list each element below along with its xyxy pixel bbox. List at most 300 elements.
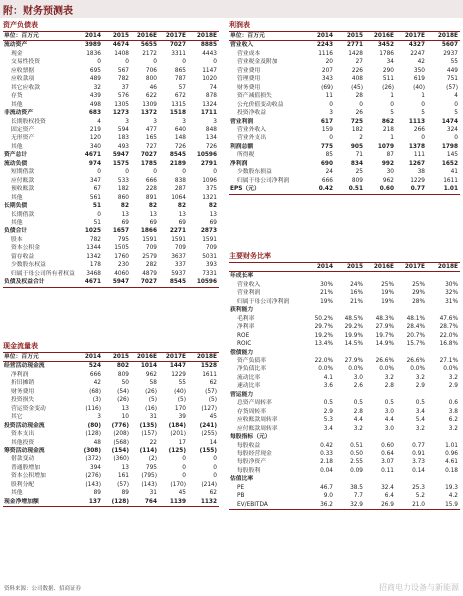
cell-value: 666 (321, 177, 333, 184)
cell-value: (154) (111, 447, 129, 454)
cell-value: 29.7% (314, 324, 333, 331)
cell-value: 8545 (169, 152, 186, 159)
cell-value: (308) (83, 447, 101, 454)
cell-value: 55 (178, 380, 186, 387)
cell-value: 46.7 (320, 484, 333, 491)
cell-value (427, 433, 460, 441)
cell-value: (128) (103, 498, 131, 507)
row-label: 速动比率 (237, 383, 261, 390)
cell-value: 6.4 (384, 493, 394, 500)
cell-value: 1760 (114, 253, 129, 260)
cell-value: 0.33 (320, 450, 333, 457)
cell-value: 449 (446, 67, 458, 74)
row-label: 营业外支出 (237, 135, 266, 142)
cell-value: 27.9% (344, 357, 363, 364)
table-row (3, 405, 219, 413)
row-label: 其他 (11, 219, 23, 226)
cashflow-title: 现金流量表 (3, 342, 38, 350)
cell-value: 2873 (200, 228, 217, 235)
row-label: 应收账款周转率 (237, 417, 278, 424)
row-label: 资本公积增加 (11, 473, 46, 480)
cell-value: 228 (145, 186, 157, 193)
table-row (229, 323, 460, 331)
cell-value: 45 (178, 490, 186, 497)
cell-value: 0.50 (350, 450, 363, 457)
row-label: 存货周转率 (237, 408, 266, 415)
row-label: 每股收益 (237, 442, 261, 449)
cell-value: 2.9 (448, 383, 458, 390)
cell-value: 1785 (140, 160, 157, 167)
table-row (229, 126, 460, 134)
row-label: 营业费用 (237, 67, 261, 74)
row-label: 长期负债 (4, 203, 28, 210)
cell-value: 1079 (377, 143, 394, 150)
balance-sheet-section (3, 20, 219, 320)
cell-value: 905 (350, 143, 363, 150)
cell-value: 230 (117, 262, 129, 269)
cell-value: 834 (350, 160, 363, 167)
cell-value: (143) (85, 481, 101, 488)
cell-value: 0.11 (381, 467, 394, 474)
cell-value: (57) (446, 84, 458, 91)
row-label: 总资产周转率 (237, 400, 272, 407)
cell-value: 726 (205, 143, 217, 150)
cell-value: 0 (421, 101, 425, 108)
cell-value: 0.0% (379, 366, 394, 373)
table-row (229, 349, 460, 357)
table-row (3, 244, 219, 252)
row-label: 净负债比率 (237, 366, 266, 373)
row-label: 股本 (11, 236, 23, 243)
cell-value: 727 (145, 143, 157, 150)
cell-value: 51 (92, 203, 101, 210)
cell-value: 7027 (140, 152, 157, 159)
cell-value: 48.5% (344, 315, 363, 322)
cell-value: 0 (97, 169, 101, 176)
cell-value: 2771 (346, 42, 363, 49)
cell-value: 2791 (200, 160, 217, 167)
cell-value: 51 (93, 219, 101, 226)
year-header: 2018E (427, 32, 460, 41)
cell-value: (57) (205, 388, 217, 395)
cashflow-table (3, 352, 219, 507)
cell-value (335, 475, 365, 483)
row-label: 每股指标（元） (230, 434, 271, 441)
row-label: 营业税金及附加 (237, 59, 278, 66)
cell-value: 26 (355, 110, 363, 117)
table-row (229, 143, 460, 151)
row-label: 少数股东损益 (237, 169, 272, 176)
row-label: 其他 (11, 143, 23, 150)
cell-value: 2.8 (384, 383, 394, 390)
cell-value: 0 (213, 456, 217, 463)
table-row (3, 58, 219, 66)
cell-value: 809 (117, 371, 129, 378)
year-header: 2018E (188, 32, 219, 41)
cell-value: 50 (121, 380, 129, 387)
cell-value: 782 (117, 76, 129, 83)
cell-value: 13 (178, 211, 186, 218)
cell-value: 1447 (169, 363, 186, 370)
row-label: 应付账款 (11, 177, 35, 184)
cell-value: 89 (93, 490, 101, 497)
cell-value: 1116 (318, 50, 333, 57)
cell-value: 29% (412, 290, 425, 297)
cell-value: 26.6% (406, 357, 425, 364)
cell-value: 3 (153, 118, 157, 125)
cell-value: (128) (85, 431, 101, 438)
cell-value: 726 (174, 143, 186, 150)
cell-value: 31 (149, 414, 157, 421)
cell-value: 36.2 (305, 501, 335, 510)
cell-value: 4674 (112, 42, 129, 49)
row-label: 投资损失 (11, 397, 35, 404)
table-row (229, 50, 460, 58)
cell-value: 2937 (443, 50, 458, 57)
year-header: 2017E (396, 32, 427, 41)
row-label: 财务费用 (237, 84, 261, 91)
table-row (229, 450, 460, 458)
cell-value: 5947 (103, 278, 131, 287)
cell-value: 3 (213, 118, 217, 125)
cell-value: (114) (139, 447, 157, 454)
row-label: 营运资金变动 (11, 405, 46, 412)
cell-value: 375 (205, 186, 217, 193)
table-row (3, 151, 219, 159)
cell-value: 19.2% (314, 332, 333, 339)
cell-value: 21% (320, 290, 333, 297)
cell-value: 1474 (441, 118, 458, 125)
income-table (229, 31, 460, 195)
cell-value: 1025 (84, 228, 101, 235)
row-label: 流动资产 (4, 42, 28, 49)
cell-value: 1309 (142, 101, 157, 108)
table-row (3, 472, 219, 480)
cell-value: 7027 (169, 42, 186, 49)
cell-value: (116) (85, 405, 101, 412)
row-label: 每股股利 (237, 467, 261, 474)
cell-value (427, 272, 460, 281)
cell-value: 1372 (140, 110, 157, 117)
cell-value: 28.4% (406, 324, 425, 331)
cell-value: 439 (89, 93, 101, 100)
year-header: 2015 (335, 263, 365, 272)
cell-value: 34 (386, 59, 394, 66)
watermark-text: 招商电力设备与新能源 (379, 583, 459, 592)
cell-value: 62 (209, 380, 217, 387)
cell-value: 32.4 (381, 484, 394, 491)
cell-value: 5607 (441, 42, 458, 49)
cell-value: 0.6 (448, 400, 458, 407)
cell-value: 408 (351, 76, 363, 83)
cell-value: 0.91 (412, 450, 425, 457)
cell-value: 32 (93, 84, 101, 91)
table-row (3, 422, 219, 430)
cell-value: 287 (174, 186, 186, 193)
table-row (3, 481, 219, 489)
cell-value: 4.1 (323, 374, 333, 381)
row-label: 长期借款 (11, 211, 35, 218)
cell-value: 31% (445, 298, 458, 305)
row-label: 净利润 (230, 160, 248, 167)
cell-value: 2247 (410, 50, 425, 57)
cell-value: 48 (93, 439, 101, 446)
table-row (3, 270, 219, 278)
table-row (229, 118, 460, 126)
cell-value: 47.6% (439, 315, 458, 322)
cell-value: 1836 (86, 50, 101, 57)
cell-value: 2579 (142, 253, 157, 260)
cell-value: 533 (117, 177, 129, 184)
cell-value: 1147 (202, 67, 217, 74)
cell-value: 0 (182, 464, 186, 471)
cell-value: 24% (350, 281, 363, 288)
cell-value: 3.2 (448, 374, 458, 381)
cell-value: 69 (209, 219, 217, 226)
cell-value: (69) (321, 84, 333, 91)
table-row (229, 492, 460, 500)
row-label: 固定资产 (11, 126, 35, 133)
cell-value: 16% (350, 290, 363, 297)
table-row (3, 67, 219, 75)
cell-value: 0 (213, 464, 217, 471)
row-label: PB (237, 493, 245, 500)
cell-value: 31 (149, 490, 157, 497)
table-row (3, 498, 219, 507)
cell-value: 69 (178, 219, 186, 226)
row-label: 经营活动现金流 (4, 363, 45, 370)
table-row (3, 202, 219, 210)
table-header-row (3, 32, 219, 41)
cell-value: 666 (89, 371, 101, 378)
row-label: 归属于母公司净利润 (237, 298, 290, 305)
table-row (229, 289, 460, 297)
cell-value: 19% (381, 290, 394, 297)
cell-value: 290 (382, 67, 394, 74)
table-row (229, 442, 460, 450)
row-label: 估值比率 (230, 476, 254, 483)
cell-value: 17 (178, 439, 186, 446)
balance-sheet-table (3, 31, 219, 288)
cell-value: 178 (89, 262, 101, 269)
cell-value: (26) (382, 84, 394, 91)
cell-value: 725 (350, 118, 363, 125)
cell-value: 1.01 (427, 185, 460, 194)
cell-value: 1 (390, 135, 394, 142)
year-header: 2014 (305, 263, 335, 272)
cell-value: 3.2 (448, 425, 458, 432)
cell-value: (568) (113, 439, 129, 446)
table-row (3, 194, 219, 202)
cell-value: 498 (89, 101, 101, 108)
year-header: 2018E (188, 353, 219, 362)
cell-value: 489 (89, 76, 101, 83)
cell-value: 695 (89, 67, 101, 74)
cell-value: 2.6 (353, 383, 363, 390)
cell-value: 0 (454, 101, 458, 108)
unit-label: 单位：百万元 (3, 32, 75, 41)
cell-value: 3.8 (448, 408, 458, 415)
table-row (3, 447, 219, 455)
cell-value (396, 349, 427, 357)
cell-value: (184) (168, 422, 186, 429)
table-row (229, 151, 460, 159)
cell-value: 524 (88, 363, 101, 370)
cell-value: 0 (182, 169, 186, 176)
cell-value: 683 (88, 110, 101, 117)
cell-value: (372) (85, 456, 101, 463)
cell-value: (26) (117, 397, 129, 404)
cell-value: 0 (182, 473, 186, 480)
cell-value: 2189 (169, 160, 186, 167)
cell-value: 2.55 (350, 459, 363, 466)
cell-value (335, 349, 365, 357)
cell-value: 800 (145, 76, 157, 83)
cell-value: 226 (351, 67, 363, 74)
cell-value: (5) (208, 397, 217, 404)
cell-value: 0 (182, 59, 186, 66)
cell-value (305, 306, 335, 314)
cell-value: 622 (145, 93, 157, 100)
row-label: EPS（元） (229, 185, 305, 194)
row-label: 股利分配 (11, 481, 35, 488)
cell-value: 266 (413, 126, 425, 133)
row-label: 净利润 (11, 371, 29, 378)
cell-value: 2.9 (415, 383, 425, 390)
year-header: 2015 (103, 353, 131, 362)
row-label: 资产减值损失 (237, 93, 272, 100)
cell-value: 690 (320, 160, 333, 167)
cell-value: 39 (178, 414, 186, 421)
table-row (3, 278, 219, 287)
cell-value: 0 (329, 101, 333, 108)
cell-value: 1611 (202, 371, 217, 378)
row-label: 资产总计 (4, 152, 28, 159)
table-row (3, 362, 219, 371)
cell-value: (5) (148, 397, 157, 404)
unit-label: 单位：百万元 (3, 353, 75, 362)
cell-value: 0.18 (445, 467, 458, 474)
cell-value: 617 (320, 118, 333, 125)
cell-value: 7.7 (353, 493, 363, 500)
cell-value: 0.0% (318, 366, 333, 373)
table-row (3, 439, 219, 447)
cell-value: 111 (413, 152, 425, 159)
cell-value: 0 (454, 135, 458, 142)
cell-value (427, 349, 460, 357)
row-label: ROE (237, 332, 250, 339)
cell-value: 594 (117, 126, 129, 133)
cell-value: 4060 (114, 270, 129, 277)
row-label: 负债合计 (4, 228, 28, 235)
table-row (229, 382, 460, 390)
cell-value: 19.3 (445, 484, 458, 491)
cell-value: 21% (350, 298, 363, 305)
cell-value (427, 306, 460, 314)
cell-value: 891 (145, 194, 157, 201)
row-label: 营业外收入 (237, 126, 266, 133)
cell-value: 7331 (202, 270, 217, 277)
cell-value: 25 (355, 169, 363, 176)
cell-value: 1267 (408, 160, 425, 167)
cell-value: 137 (75, 498, 103, 507)
row-label: 留存收益 (11, 253, 35, 260)
ratios-section (229, 251, 460, 593)
table-row (3, 219, 219, 227)
cell-value: 0 (359, 101, 363, 108)
table-header-row (229, 263, 460, 272)
cell-value: 42 (93, 380, 101, 387)
cell-value: 0 (153, 59, 157, 66)
cell-value: 21.0 (396, 501, 427, 510)
cell-value: 775 (320, 143, 333, 150)
row-label: 营业成本 (237, 50, 261, 57)
cell-value: 0.77 (396, 185, 427, 194)
table-row (3, 261, 219, 269)
cell-value: 3.2 (384, 374, 394, 381)
cell-value: 19.7% (375, 332, 394, 339)
table-row (229, 41, 460, 50)
cell-value: 3.2 (353, 425, 363, 432)
cell-value: 67 (93, 186, 101, 193)
cell-value: 3.0 (384, 408, 394, 415)
cell-value: 58 (149, 380, 157, 387)
row-label: 其他 (11, 194, 23, 201)
cell-value: 347 (89, 177, 101, 184)
cell-value: 55 (450, 59, 458, 66)
cell-value: 3637 (171, 253, 186, 260)
year-header: 2016E (131, 32, 159, 41)
cell-value: 2.9 (323, 408, 333, 415)
row-label: 每股经营现金 (237, 450, 272, 457)
cell-value: 13 (149, 211, 157, 218)
row-label: 其他投资 (11, 439, 35, 446)
row-label: 营业利润 (230, 118, 254, 125)
cell-value: 3.6 (323, 383, 333, 390)
table-row (3, 396, 219, 404)
cell-value: 576 (117, 93, 129, 100)
row-label: 每股净资产 (237, 459, 266, 466)
cell-value: 4671 (75, 278, 103, 287)
row-label: 营业收入 (230, 42, 254, 49)
table-row (3, 379, 219, 387)
cell-value: 1611 (443, 177, 458, 184)
cell-value: 182 (351, 126, 363, 133)
cell-value: 13.4% (314, 341, 333, 348)
cell-value: 22.0% (439, 332, 458, 339)
table-row (229, 433, 460, 441)
row-label: 无形资产 (11, 135, 35, 142)
cell-value: 19.9% (344, 332, 363, 339)
row-label: PE (237, 484, 245, 491)
row-label: 普通股增加 (11, 464, 40, 471)
cell-value: 0.5 (323, 400, 333, 407)
year-header: 2016E (365, 32, 396, 41)
cell-value: 2271 (169, 228, 186, 235)
cell-value: 848 (205, 126, 217, 133)
page-header-title: 附：财务预测表 (3, 6, 73, 17)
cell-value: 1113 (408, 118, 425, 125)
cell-value: 3 (182, 118, 186, 125)
table-row (3, 430, 219, 438)
cell-value: 992 (381, 160, 394, 167)
cell-value: (795) (141, 473, 157, 480)
table-row (3, 168, 219, 176)
cell-value: 24 (325, 169, 333, 176)
table-row (229, 67, 460, 75)
table-row (3, 388, 219, 396)
cell-value: 1342 (86, 253, 101, 260)
